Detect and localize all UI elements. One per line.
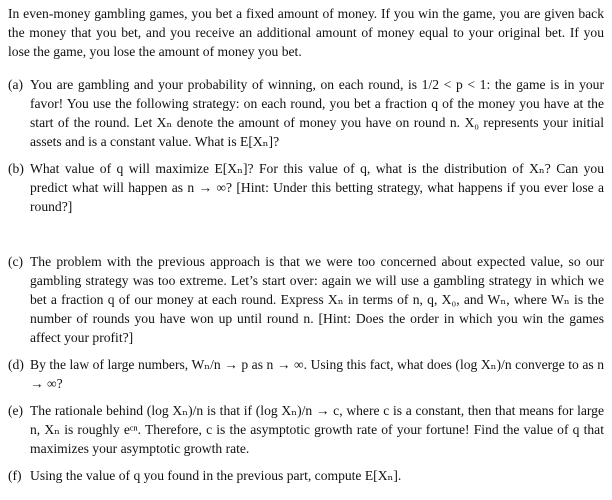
part-e [8, 401, 604, 458]
part-b-label: (b) [8, 161, 24, 176]
part-b [8, 159, 604, 216]
part-c-label: (c) [8, 254, 24, 269]
part-c-text: The problem with the previous approach is that we were too concerned about expected value, so our gambling strategy was too extreme. Let’s start over: again we will use a gambling strategy in which we bet a fraction q of our money at each round. Express Xₙ in terms of n, q, X₀, and Wₙ, where Wₙ is the number of rounds you have won up until round n. [Hint: Does the order in which you win the games affect your profit?] [30, 254, 604, 345]
part-d-text: By the law of large numbers, Wₙ/n → p as n → ∞. Using this fact, what does (log Xₙ)/n converge to as n → ∞? [30, 357, 604, 391]
part-a-label: (a) [8, 77, 24, 92]
part-f-text: Using the value of q you found in the previous part, compute E[Xₙ]. [30, 468, 402, 483]
part-d [8, 355, 604, 393]
part-d-label: (d) [8, 357, 24, 372]
part-f-label: (f) [8, 468, 22, 483]
part-a-text: You are gambling and your probability of winning, on each round, is 1/2 < p < 1: the game is in your favor! You use the following strategy: on each round, you bet a fraction q of the money you have at the start of the round. Let Xₙ denote the amount of money you have on round n. X₀ represents your initial assets and is a constant value. What is E[Xₙ]? [30, 77, 604, 149]
part-b-text: What value of q will maximize E[Xₙ]? For this value of q, what is the distribution of Xₙ? Can you predict what will happen as n → ∞? [Hint: Under this betting strategy, what happens if you ever lose a round?] [30, 161, 604, 214]
part-e-text: The rationale behind (log Xₙ)/n is that if (log Xₙ)/n → c, where c is a constant, then that means for large n, Xₙ is roughly eᶜⁿ. Therefore, c is the asymptotic growth rate of your fortune! Find the value of q that maximizes your asymptotic growth rate. [30, 403, 604, 456]
part-a [8, 75, 604, 151]
part-f [8, 466, 604, 485]
part-e-label: (e) [8, 403, 24, 418]
part-c [8, 252, 604, 347]
intro-paragraph: In even-money gambling games, you bet a fixed amount of money. If you win the game, you are given back the money that you bet, and you receive an additional amount of money equal to your original bet. If you lose the game, you lose the amount of money you bet. [8, 6, 604, 59]
